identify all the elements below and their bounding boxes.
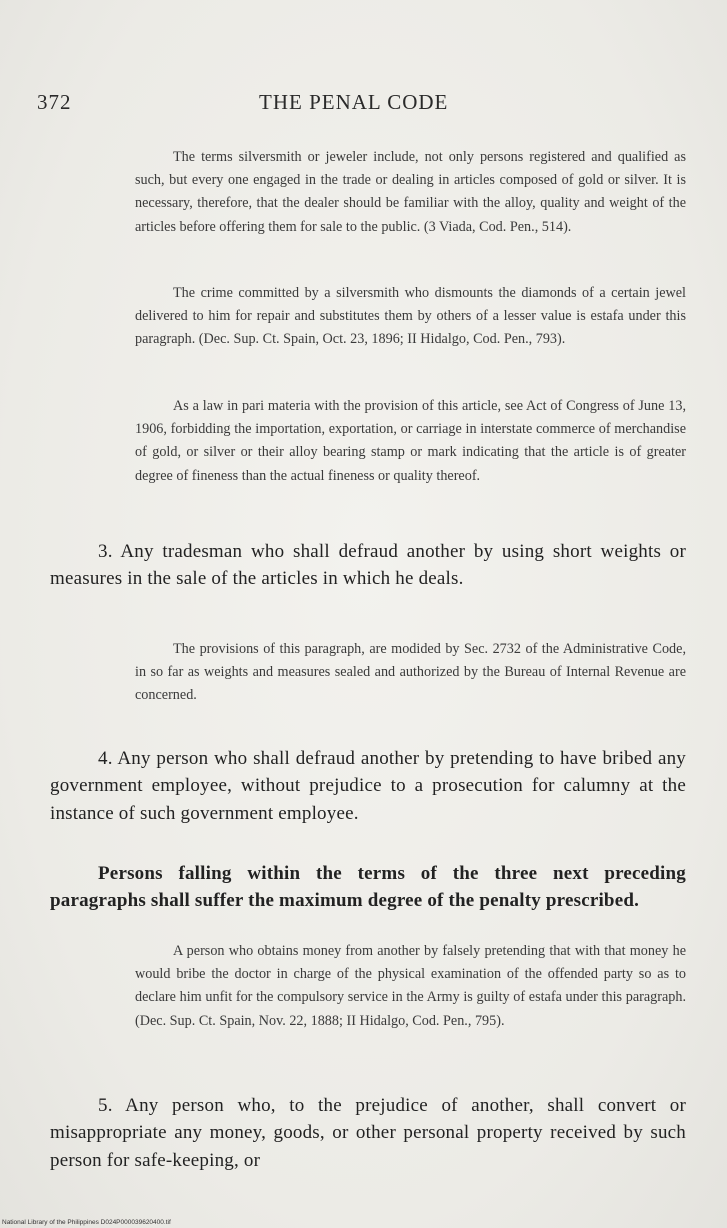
paragraph-penalty: Persons falling within the terms of the three next preceding paragraphs shall suffer the maximum degree of the penalty prescribed. <box>50 863 686 912</box>
note-diamonds: The crime committed by a silversmith who dismounts the diamonds of a certain jewel delivered to him for repair and substitutes them by others of a lesser value is estafa under this paragraph. (Dec. Sup. Ct. Spain, Oct. 23, 1896; II Hidalgo, Cod. Pen., 793). <box>135 285 686 348</box>
paragraph-3: 3. Any tradesman who shall defraud another by using short weights or measures in the sale of the articles in which he deals. <box>50 541 686 590</box>
note-bribe-doctor: A person who obtains money from another by falsely pretending that with that money he would bribe the doctor in charge of the physical examination of the offended party so as to declare him unfit for the compulsory service in the Army is guilty of estafa under this paragraph. (Dec. Sup. Ct. Spain, Nov. 22, 1888; II Hidalgo, Cod. Pen., 795). <box>135 943 686 1029</box>
paragraph-5: 5. Any person who, to the prejudice of another, shall convert or misappropriate any money, goods, or other personal property received by such person for safe-keeping, or <box>50 1095 686 1171</box>
scan-credit: National Library of the Philippines D024P000039620400.tif <box>2 1219 171 1226</box>
note-administrative-code: The provisions of this paragraph, are modided by Sec. 2732 of the Administrative Code, in so far as weights and measures sealed and authorized by the Bureau of Internal Revenue are concerned. <box>135 641 686 704</box>
note-pari-materia: As a law in pari materia with the provision of this article, see Act of Congress of June 13, 1906, forbidding the importation, exportation, or carriage in interstate commerce of merchandise of gold, or silver or their alloy bearing stamp or mark indicating that the article is of greater degree of fineness than the actual fineness or quality thereof. <box>135 398 686 484</box>
page-header <box>37 90 687 120</box>
paragraph-4: 4. Any person who shall defraud another by pretending to have bribed any government employee, without prejudice to a prosecution for calumny at the instance of such government employee. <box>50 748 686 824</box>
note-silversmith: The terms silversmith or jeweler include, not only persons registered and qualified as such, but every one engaged in the trade or dealing in articles composed of gold or silver. It is necessary, therefore, that the dealer should be familiar with the alloy, quality and weight of the articles before offering them for sale to the public. (3 Viada, Cod. Pen., 514). <box>135 149 686 235</box>
page-number: 372 <box>37 90 72 114</box>
running-title: THE PENAL CODE <box>259 90 449 114</box>
